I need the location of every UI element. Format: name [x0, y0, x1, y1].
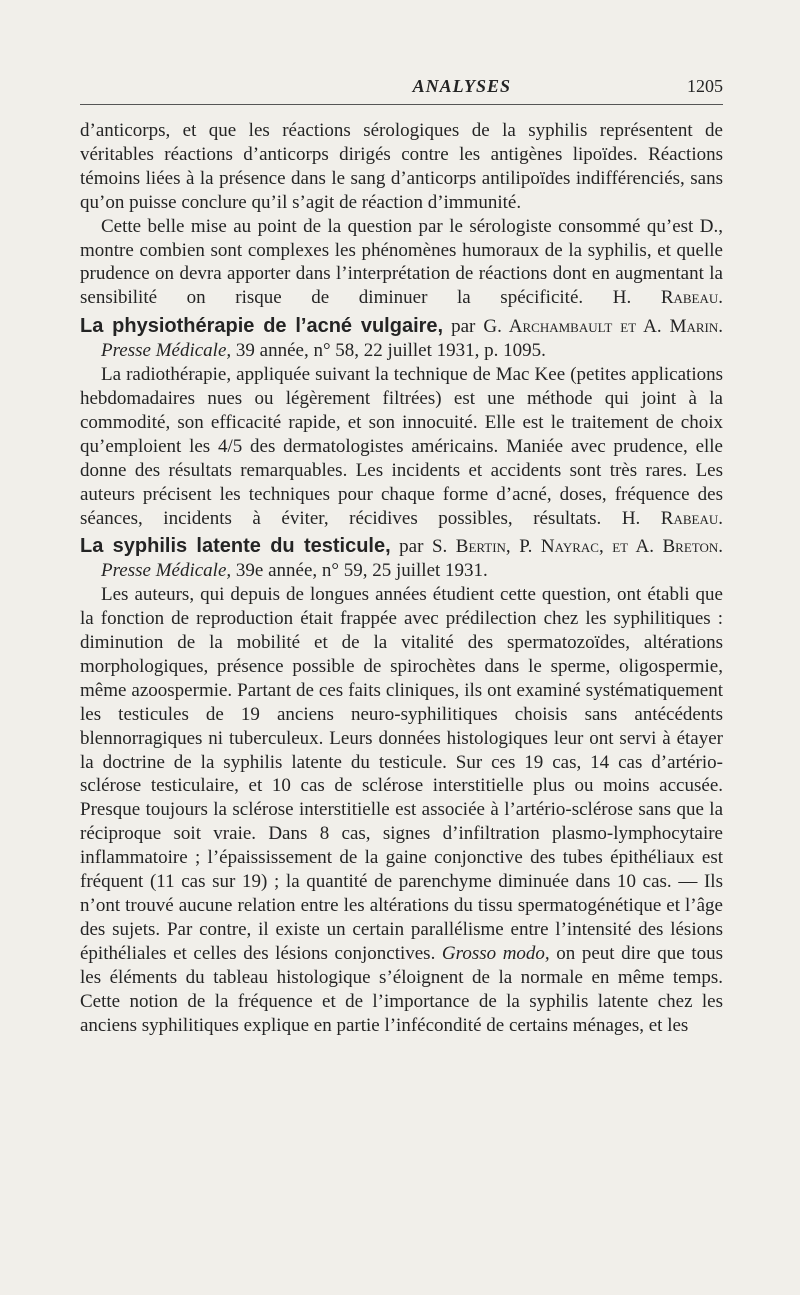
article-2-citation: 39e année, n° 59, 25 juillet 1931.: [235, 560, 488, 582]
article-2-title: La syphilis latente du testicule,: [80, 535, 391, 558]
page-number: 1205: [687, 76, 723, 96]
article-1-body: [80, 363, 723, 530]
article-1-authors: G. Archambault et A. Marin.: [483, 316, 724, 338]
article-2-byline-prefix: par: [399, 536, 424, 558]
article-2-heading: [80, 535, 723, 583]
article-1-heading: [80, 315, 723, 363]
article-1-signature: H. Rabeau.: [621, 507, 724, 529]
page-content: [80, 76, 723, 1037]
article-2-body: [80, 583, 723, 1037]
article-2-journal: Presse Médicale,: [101, 560, 232, 582]
body-text: [80, 119, 723, 1037]
article-2-authors: S. Bertin, P. Nayrac, et A. Breton.: [431, 536, 724, 558]
intro-paragraph-2: [80, 215, 723, 311]
intro-signature: H. Rabeau.: [612, 287, 724, 309]
article-1-journal: Presse Médicale,: [101, 340, 232, 362]
article-2-body-end: on peut dire que tous les éléments du tableau histologique s’éloignent de la normale en même temps. Cette notion de la fréquence et de l’importance de la syphilis latente chez les anciens syphilitiques explique en partie l’infécondité de certains ménages, et les: [80, 942, 724, 1036]
article-1-byline-prefix: par: [451, 316, 476, 338]
article-2-body-italic: Grosso modo,: [441, 942, 550, 964]
article-1-citation: 39 année, n° 58, 22 juillet 1931, p. 1095.: [235, 340, 546, 362]
running-title: ANALYSES: [412, 76, 511, 96]
article-2-body-text: Les auteurs, qui depuis de longues années étudient cette question, ont établi que la fonction de reproduction était frappée avec prédilection chez les syphilitiques : diminution de la mobilité et de la vitalité des spermatozoïdes, altérations morphologiques, présence possible de spirochètes dans le sperme, oligospermie, même azoospermie. Partant de ces faits cliniques, ils ont examiné systématiquement les testicules de 19 anciens neuro-syphilitiques choisis sans antécédents blennorragiques ni tuberculeux. Leurs données histologiques leur ont servi à étayer la doctrine de la syphilis latente du testicule. Sur ces 19 cas, 14 cas d’artério-sclérose testiculaire, et 10 cas de sclérose interstitielle plus ou moins accusée. Presque toujours la sclérose interstitielle est associée à l’artério-sclérose sans que la réciproque soit vraie. Dans 8 cas, signes d’infiltration plasmo-lymphocytaire inflammatoire ; l’épaississement de la gaine conjonctive des tubes épithéliaux est fréquent (11 cas sur 19) ; la quantité de parenchyme diminuée dans 10 cas. — Ils n’ont trouvé aucune relation entre les altérations du tissu spermatogénétique et l’âge des sujets. Par contre, il existe un certain parallélisme entre l’intensité des lésions épithéliales et celles des lésions conjonctives.: [80, 584, 723, 964]
intro-paragraph-2-text: Cette belle mise au point de la question par le sérologiste consommé qu’est D., montre combien sont complexes les phénomènes humoraux de la syphilis, et quelle prudence on devra apporter dans l’interprétation de réactions dont en augmentant la sensibilité on risque de diminuer la spécificité.: [80, 215, 723, 309]
running-header: [80, 76, 723, 105]
article-1-body-text: La radiothérapie, appliquée suivant la technique de Mac Kee (petites applications hebdomadaires nues ou légèrement filtrées) est une méthode qui joint à la commodité, son efficacité rapide, et son innocuité. Elle est le traitement de choix qu’emploient les 4/5 des dermatologistes américains. Maniée avec prudence, elle donne des résultats remarquables. Les incidents et accidents sont très rares. Les auteurs précisent les techniques pour chaque forme d’acné, doses, fréquence des séances, incidents à éviter, récidives possibles, résultats.: [80, 364, 723, 529]
article-1-title: La physiothérapie de l’acné vulgaire,: [80, 315, 444, 338]
intro-paragraph-1: d’anticorps, et que les réactions sérologiques de la syphilis représentent de véritables réactions d’anticorps dirigés contre les antigènes lipoïdes. Réactions témoins liées à la présence dans le sang d’anticorps antilipoïdes indifférenciés, sans qu’on puisse conclure qu’il s’agit de réaction d’immunité.: [80, 120, 723, 213]
